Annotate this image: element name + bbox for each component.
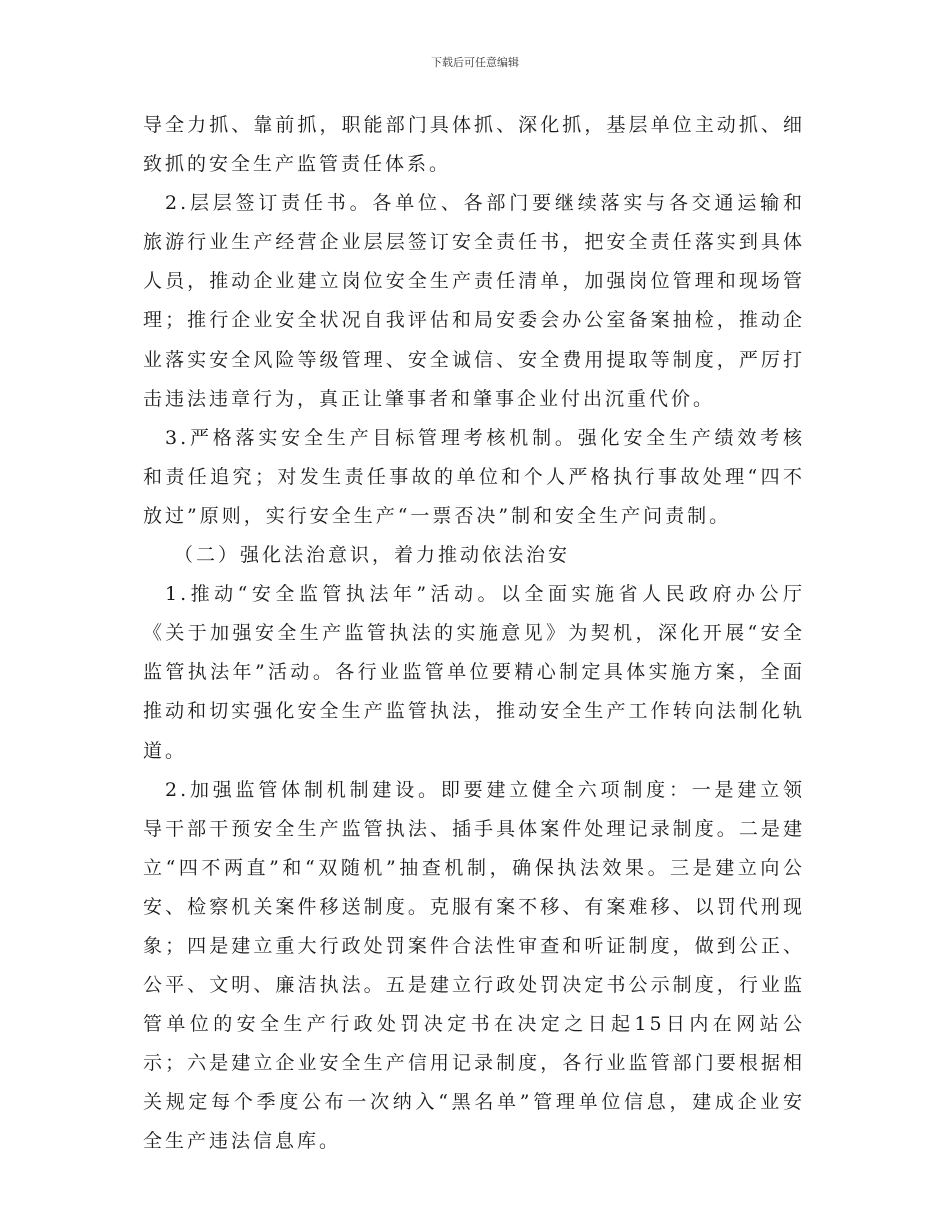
paragraph-item-3: 3.严格落实安全生产目标管理考核机制。强化安全生产绩效考核和责任追究；对发生责任事故的单位和个人严格执行事故处理“四不放过”原则，实行安全生产“一票否决”制和安全生产问责制。 bbox=[143, 426, 805, 527]
paragraph-item-1: 1.推动“安全监管执法年”活动。以全面实施省人民政府办公厅《关于加强安全生产监管执法的实施意见》为契机，深化开展“安全监管执法年”活动。各行业监管单位要精心制定具体实施方案，全面推动和切实强化安全生产监管执法，推动安全生产工作转向法制化轨道。 bbox=[143, 583, 805, 762]
page-header-note: 下载后可任意编辑 bbox=[431, 56, 519, 69]
paragraph-item-2: 2.层层签订责任书。各单位、各部门要继续落实与各交通运输和旅游行业生产经营企业层层签订安全责任书，把安全责任落实到具体人员，推动企业建立岗位安全生产责任清单，加强岗位管理和现场管理；推行企业安全状况自我评估和局安委会办公室备案抽检，推动企业落实安全风险等级管理、安全诚信、安全费用提取等制度，严厉打击违法违章行为，真正让肇事者和肇事企业付出沉重代价。 bbox=[143, 192, 805, 410]
section-heading: （二）强化法治意识，着力推动依法治安 bbox=[174, 544, 571, 567]
paragraph-continuation: 导全力抓、靠前抓，职能部门具体抓、深化抓，基层单位主动抓、细致抓的安全生产监管责任体系。 bbox=[143, 114, 805, 176]
document-body bbox=[143, 106, 805, 1162]
paragraph-item-2b: 2.加强监管体制机制建设。即要建立健全六项制度：一是建立领导干部干预安全生产监管执法、插手具体案件处理记录制度。二是建立“四不两直”和“双随机”抽查机制，确保执法效果。三是建立向公安、检察机关案件移送制度。克服有案不移、有案难移、以罚代刑现象；四是建立重大行政处罚案件合法性审查和听证制度，做到公正、公平、文明、廉洁执法。五是建立行政处罚决定书公示制度，行业监管单位的安全生产行政处罚决定书在决定之日起15日内在网站公示；六是建立企业安全生产信用记录制度，各行业监管部门要根据相关规定每个季度公布一次纳入“黑名单”管理单位信息，建成企业安全生产违法信息库。 bbox=[143, 778, 805, 1153]
